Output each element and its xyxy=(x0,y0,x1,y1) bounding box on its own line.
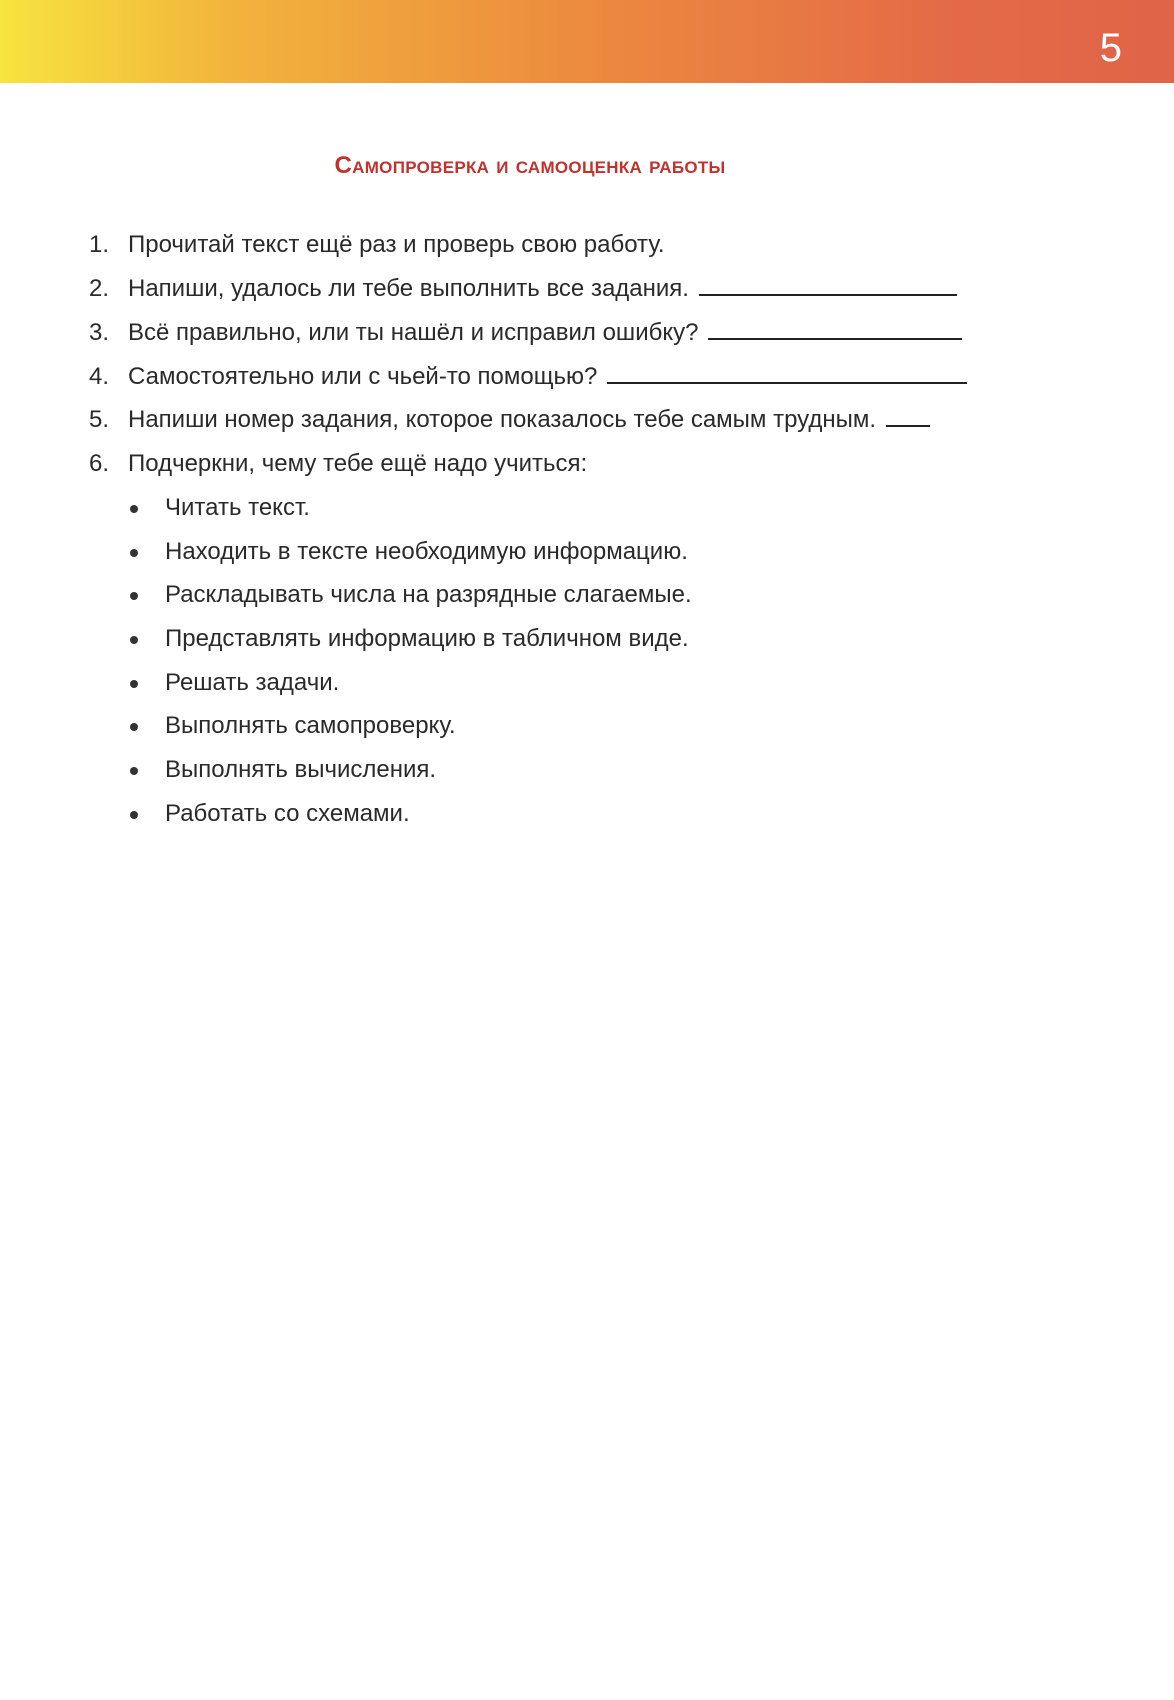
skill-item[interactable]: Выполнять самопроверку. xyxy=(165,712,456,739)
skill-item[interactable]: Раскладывать числа на разрядные слагаемые. xyxy=(165,581,692,608)
item-text: Всё правильно, или ты нашёл и исправил ошибку? xyxy=(128,319,699,346)
skill-item[interactable]: Выполнять вычисления. xyxy=(165,756,437,783)
item-number: 6. xyxy=(89,450,110,477)
item-text: Прочитай текст ещё раз и проверь свою работу. xyxy=(128,231,665,258)
answer-line[interactable] xyxy=(708,337,962,340)
skill-item[interactable]: Представлять информацию в табличном виде. xyxy=(165,625,689,652)
bullet-icon xyxy=(130,680,138,688)
item-text: Самостоятельно или с чьей-то помощью? xyxy=(128,363,598,390)
bullet-icon xyxy=(130,549,138,557)
bullet-icon xyxy=(130,811,138,819)
item-number: 4. xyxy=(89,363,110,390)
item-text: Напиши номер задания, которое показалось тебе самым трудным. xyxy=(128,406,877,433)
bullet-icon xyxy=(130,592,138,600)
skill-item[interactable]: Находить в тексте необходимую информацию. xyxy=(165,538,688,565)
item-text: Напиши, удалось ли тебе выполнить все задания. xyxy=(128,275,689,302)
skill-item[interactable]: Читать текст. xyxy=(165,494,310,521)
item-number: 3. xyxy=(89,319,110,346)
item-number: 2. xyxy=(89,275,110,302)
bullet-icon xyxy=(130,767,138,775)
item-number: 5. xyxy=(89,406,110,433)
header-band xyxy=(0,0,1174,83)
answer-line[interactable] xyxy=(886,424,930,427)
bullet-icon xyxy=(130,636,138,644)
page-title: Самопроверка и самооценка работы xyxy=(334,152,726,179)
item-text: Подчеркни, чему тебе ещё надо учиться: xyxy=(128,450,588,477)
bullet-icon xyxy=(130,723,138,731)
item-number: 1. xyxy=(89,231,110,258)
bullet-icon xyxy=(130,505,138,513)
answer-line[interactable] xyxy=(699,293,957,296)
skill-item[interactable]: Работать со схемами. xyxy=(165,800,410,827)
answer-line[interactable] xyxy=(607,381,967,384)
skill-item[interactable]: Решать задачи. xyxy=(165,669,340,696)
page-number: 5 xyxy=(1099,26,1122,70)
